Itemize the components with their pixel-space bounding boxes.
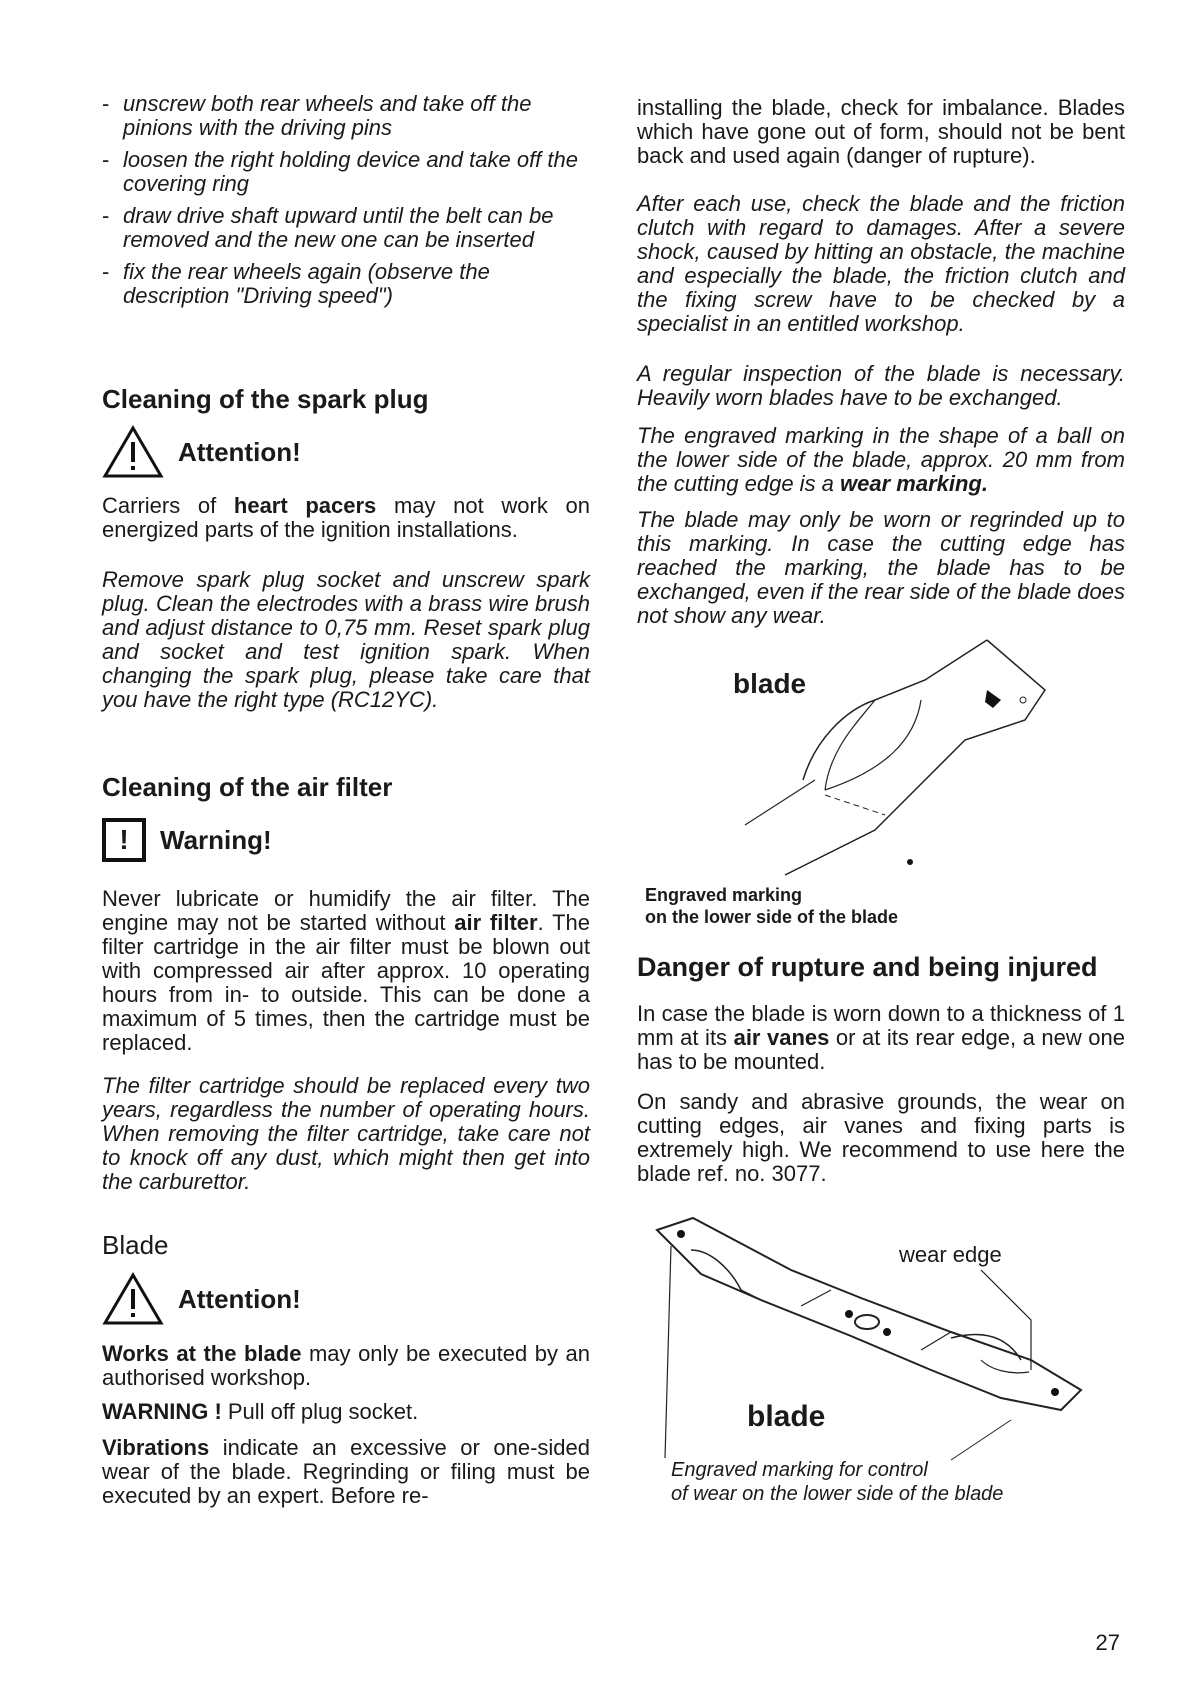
- blade-attention: [102, 1272, 301, 1326]
- blade-figure-2: [651, 1210, 1111, 1490]
- inspection-text: A regular inspection of the blade is necessary. Heavily worn blades have to be exchanged.: [637, 361, 1125, 410]
- blade-heading: Blade: [102, 1230, 169, 1260]
- blade-figure-1: [725, 630, 1055, 880]
- plug-socket-warning: WARNING ! Pull off plug socket.: [102, 1399, 419, 1424]
- vibrations-text: Vibrations indicate an excessive or one-sided wear of the blade. Regrinding or filing must be executed by an expert. Before re-: [102, 1435, 590, 1508]
- sandy-grounds-text: On sandy and abrasive grounds, the wear on cutting edges, air vanes and fixing parts is extremely high. We recommend to use here the blade ref. no. 3077.: [637, 1089, 1125, 1186]
- figure1-blade-label: blade: [733, 668, 807, 699]
- after-use-text: After each use, check the blade and the friction clutch with regard to damages. After a severe shock, caused by hitting an obstacle, the machine and especially the blade, the friction clutch and the fixing screw have to be checked by a specialist in an entitled workshop.: [637, 191, 1125, 336]
- warning-box-icon: !: [102, 818, 146, 862]
- air-filter-warning: [102, 818, 272, 862]
- attention-label: Attention!: [178, 1283, 301, 1314]
- attention-label: Attention!: [178, 436, 301, 467]
- danger-text: In case the blade is worn down to a thickness of 1 mm at its air vanes or at its rear edge, a new one has to be mounted.: [637, 1001, 1125, 1074]
- list-item: - loosen the right holding device and take off the covering ring: [102, 148, 590, 196]
- air-filter-heading: Cleaning of the air filter: [102, 772, 393, 802]
- list-item: - draw drive shaft upward until the belt can be removed and the new one can be inserted: [102, 204, 590, 252]
- warning-triangle-icon: [102, 1272, 164, 1326]
- list-item: - fix the rear wheels again (observe the description "Driving speed"): [102, 260, 590, 308]
- imbalance-text: installing the blade, check for imbalance. Blades which have gone out of form, should not be bent back and used again (danger of rupture).: [637, 95, 1125, 168]
- filter-replacement-note: The filter cartridge should be replaced every two years, regardless the number of operating hours. When removing the filter cartridge, take care not to knock off any dust, which might then get into the carburettor.: [102, 1073, 590, 1194]
- spark-plug-instructions: Remove spark plug socket and unscrew spark plug. Clean the electrodes with a brass wire brush and adjust distance to 0,75 mm. Reset spark plug and socket and test ignition spark. When changing the spark plug, please take care that you have the right type (RC12YC).: [102, 567, 590, 712]
- warning-triangle-icon: [102, 425, 164, 479]
- figure1-caption: Engraved marking on the lower side of the blade: [645, 885, 899, 927]
- heart-pacer-warning: Carriers of heart pacers may not work on energized parts of the ignition installations.: [102, 493, 590, 542]
- blade-works-text: Works at the blade may only be executed by an authorised workshop.: [102, 1341, 591, 1390]
- danger-heading: Danger of rupture and being injured: [637, 952, 1098, 982]
- regrind-text: The blade may only be worn or regrinded up to this marking. In case the cutting edge has reached the marking, the blade has to be exchanged, even if the rear side of the blade does not show any wear.: [637, 507, 1126, 628]
- figure2-blade-label: blade: [747, 1400, 826, 1433]
- air-filter-text: Never lubricate or humidify the air filter. The engine may not be started without air filter. The filter cartridge in the air filter must be blown out with compressed air after approx. 10 operating hours from in- to outside. This can be done a maximum of 5 times, then the cartridge must be replaced.: [102, 886, 590, 1055]
- list-item: - unscrew both rear wheels and take off the pinions with the driving pins: [102, 92, 590, 140]
- belt-replacement-steps: [102, 92, 590, 316]
- page-number: 27: [1095, 1630, 1120, 1655]
- engraved-marking-text: The engraved marking in the shape of a ball on the lower side of the blade, approx. 20 mm from the cutting edge is a wear marking.: [637, 423, 1125, 496]
- wear-edge-label: wear edge: [899, 1242, 1002, 1267]
- spark-plug-heading: Cleaning of the spark plug: [102, 384, 429, 414]
- warning-label: Warning!: [160, 824, 272, 855]
- spark-plug-attention: [102, 425, 301, 479]
- figure2-caption: Engraved marking for control of wear on the lower side of the blade: [671, 1459, 1004, 1505]
